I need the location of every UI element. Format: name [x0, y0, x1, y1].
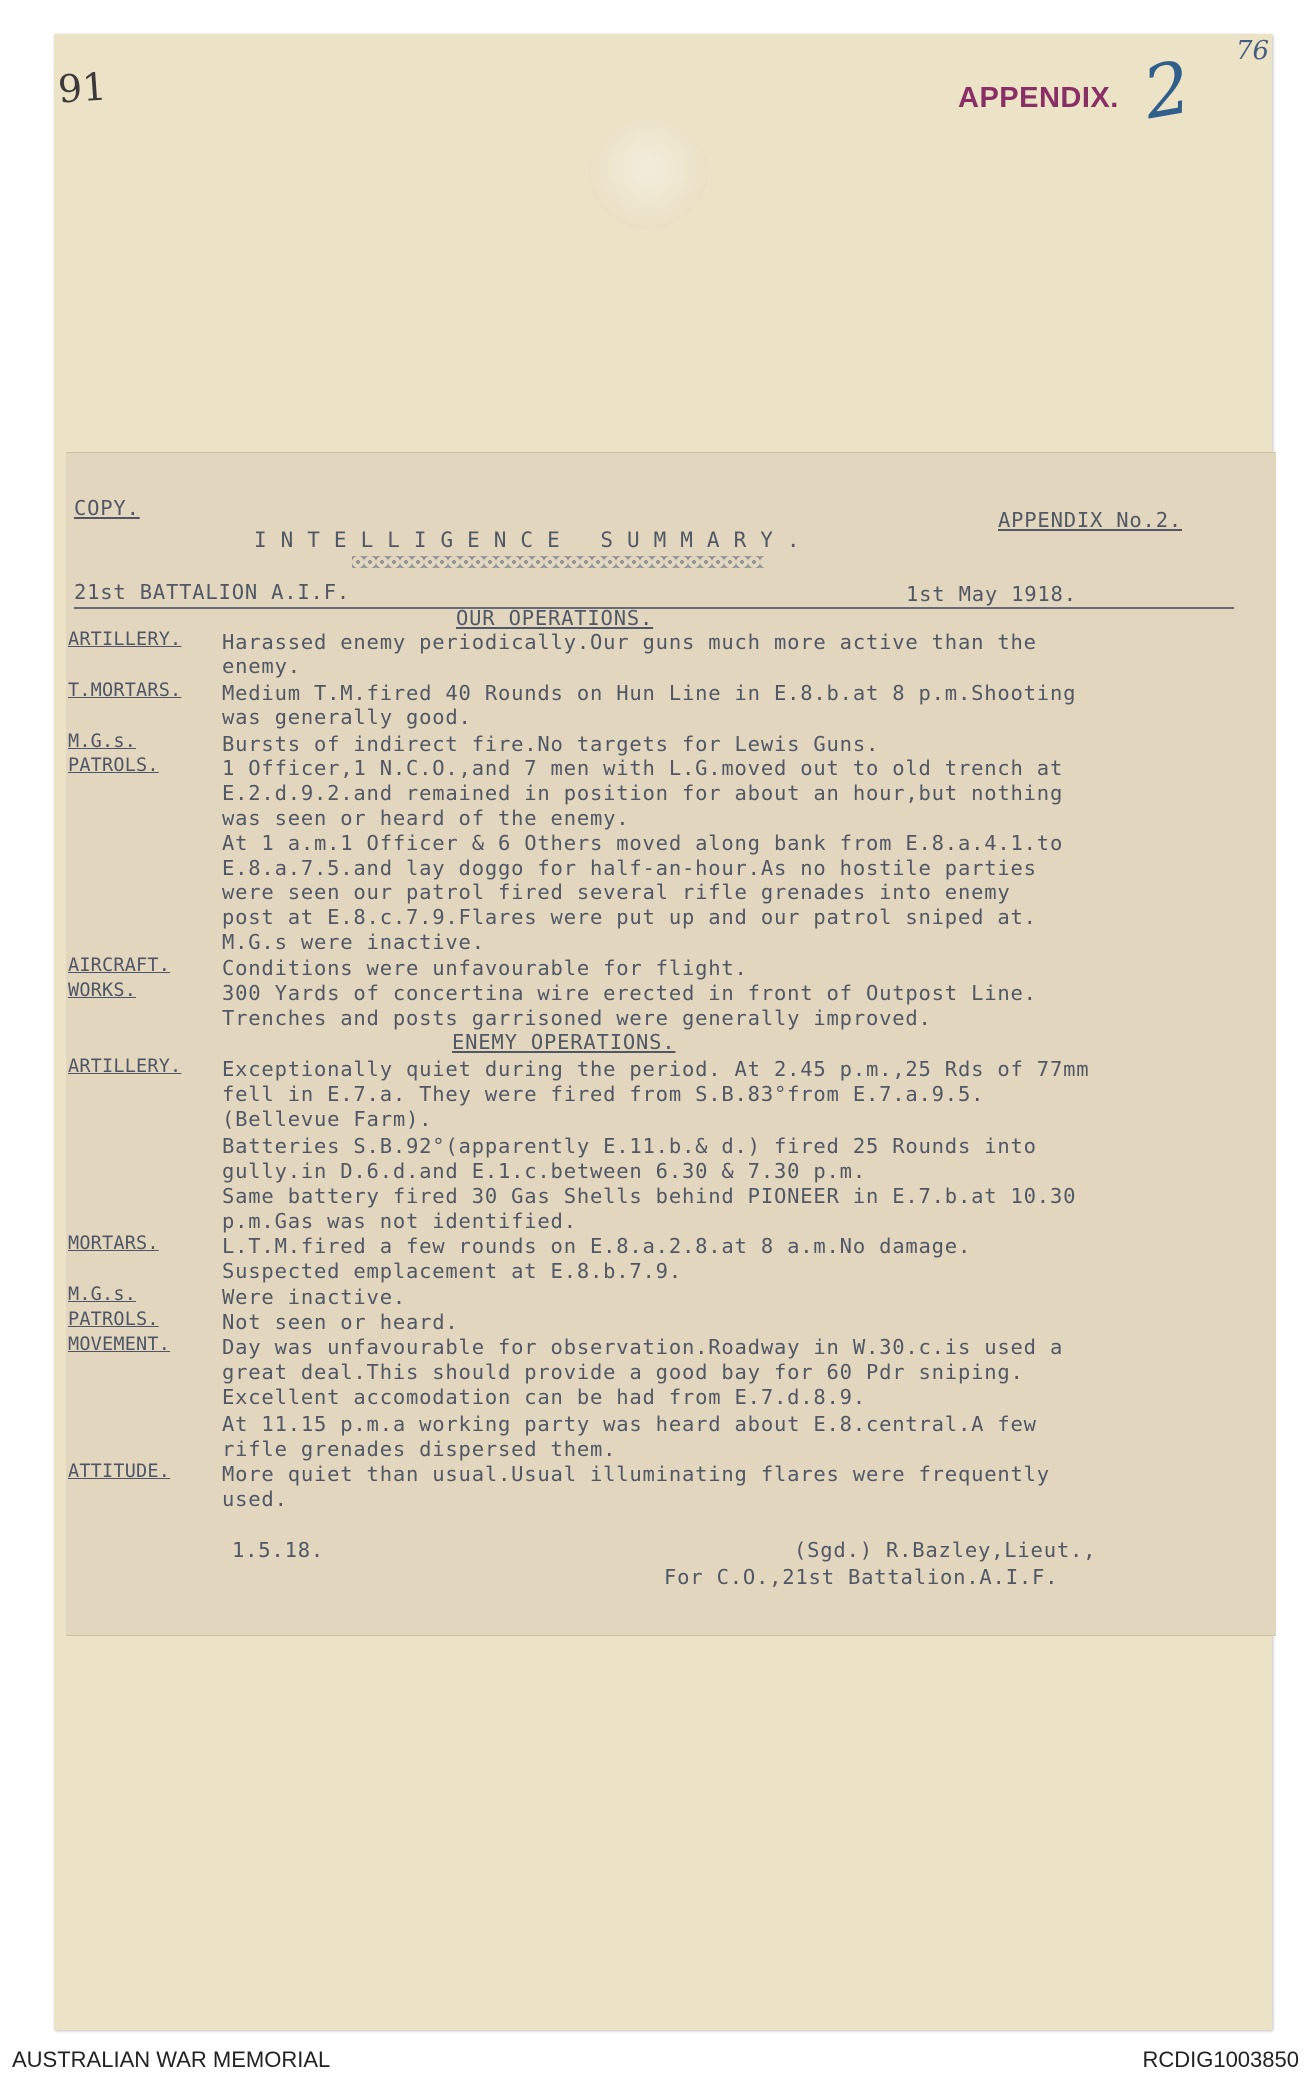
text-line: p.m.Gas was not identified. — [222, 1209, 577, 1233]
appendix-number-handwritten: 2 — [1137, 44, 1197, 136]
text-line: great deal.This should provide a good bay for 60 Pdr sniping. — [222, 1360, 1024, 1384]
text-line: enemy. — [222, 654, 301, 678]
text-line: was generally good. — [222, 705, 472, 729]
text-line: 300 Yards of concertina wire erected in front of Outpost Line. — [222, 981, 1037, 1005]
text-line: post at E.8.c.7.9.Flares were put up and our patrol sniped at. — [222, 905, 1037, 929]
text-line: gully.in D.6.d.and E.1.c.between 6.30 & 7.30 p.m. — [222, 1159, 866, 1183]
embossed-seal — [588, 118, 708, 230]
page-number-handwritten: 76 — [1236, 36, 1270, 66]
header-rule — [74, 607, 1234, 609]
text-line: Batteries S.B.92°(apparently E.11.b.& d.) fired 25 Rounds into — [222, 1134, 1037, 1158]
enemy-operations-heading: ENEMY OPERATIONS. — [452, 1030, 676, 1054]
signature-line: (Sgd.) R.Bazley,Lieut., — [794, 1538, 1097, 1562]
report-date: 1st May 1918. — [906, 582, 1077, 606]
text-line: were seen our patrol fired several rifle grenades into enemy — [222, 880, 1011, 904]
text-line: Harassed enemy periodically.Our guns much more active than the — [222, 630, 1037, 654]
text-line: Excellent accomodation can be had from E.7.d.8.9. — [222, 1385, 866, 1409]
text-line: Suspected emplacement at E.8.b.7.9. — [222, 1259, 682, 1283]
text-line: Day was unfavourable for observation.Roadway in W.30.c.is used a — [222, 1335, 1064, 1359]
section-label: AIRCRAFT. — [68, 955, 171, 976]
our-operations-heading: OUR OPERATIONS. — [456, 606, 654, 630]
text-line: rifle grenades dispersed them. — [222, 1437, 617, 1461]
text-line: M.G.s were inactive. — [222, 930, 485, 954]
section-label: PATROLS. — [68, 755, 159, 776]
section-label: MORTARS. — [68, 1233, 159, 1254]
folio-number: 91 — [56, 64, 108, 112]
text-line: fell in E.7.a. They were fired from S.B.83°from E.7.a.9.5. — [222, 1082, 985, 1106]
section-label: WORKS. — [68, 980, 137, 1001]
text-line: Not seen or heard. — [222, 1310, 459, 1334]
section-label: ARTILLERY. — [68, 629, 182, 650]
copy-label: COPY. — [74, 496, 140, 520]
text-line: Bursts of indirect fire.No targets for Lewis Guns. — [222, 732, 880, 756]
section-label: M.G.s. — [68, 1284, 137, 1305]
text-line: Trenches and posts garrisoned were generally improved. — [222, 1006, 932, 1030]
text-line: (Bellevue Farm). — [222, 1107, 433, 1131]
text-line: Were inactive. — [222, 1285, 406, 1309]
section-label: MOVEMENT. — [68, 1334, 171, 1355]
text-line: At 11.15 p.m.a working party was heard about E.8.central.A few — [222, 1412, 1037, 1436]
text-line: 1 Officer,1 N.C.O.,and 7 men with L.G.moved out to old trench at — [222, 756, 1064, 780]
text-line: L.T.M.fired a few rounds on E.8.a.2.8.at 8 a.m.No damage. — [222, 1234, 972, 1258]
section-label: ATTITUDE. — [68, 1461, 171, 1482]
text-line: Same battery fired 30 Gas Shells behind PIONEER in E.7.b.at 10.30 — [222, 1184, 1077, 1208]
footer-record-id: RCDIG1003850 — [1142, 2047, 1299, 2072]
text-line: was seen or heard of the enemy. — [222, 806, 630, 830]
section-label: PATROLS. — [68, 1309, 159, 1330]
appendix-reference: APPENDIX No.2. — [998, 508, 1182, 532]
text-line: E.2.d.9.2.and remained in position for about an hour,but nothing — [222, 781, 1064, 805]
title-underline-ornament — [352, 556, 764, 568]
text-line: used. — [222, 1487, 288, 1511]
section-label: ARTILLERY. — [68, 1056, 182, 1077]
text-line: At 1 a.m.1 Officer & 6 Others moved along bank from E.8.a.4.1.to — [222, 831, 1064, 855]
text-line: Conditions were unfavourable for flight. — [222, 956, 748, 980]
section-label: M.G.s. — [68, 731, 137, 752]
text-line: Medium T.M.fired 40 Rounds on Hun Line in E.8.b.at 8 p.m.Shooting — [222, 681, 1077, 705]
appendix-stamp: APPENDIX. — [958, 82, 1119, 114]
battalion-name: 21st BATTALION A.I.F. — [74, 580, 350, 604]
document-title: INTELLIGENCE SUMMARY. — [254, 528, 814, 552]
footer-institution: AUSTRALIAN WAR MEMORIAL — [12, 2047, 331, 2072]
text-line: Exceptionally quiet during the period. At 2.45 p.m.,25 Rds of 77mm — [222, 1057, 1090, 1081]
section-label: T.MORTARS. — [68, 680, 182, 701]
text-line: E.8.a.7.5.and lay doggo for half-an-hour.As no hostile parties — [222, 856, 1037, 880]
text-line: More quiet than usual.Usual illuminating flares were frequently — [222, 1462, 1050, 1486]
signature-for-line: For C.O.,21st Battalion.A.I.F. — [664, 1565, 1059, 1589]
signature-date: 1.5.18. — [232, 1538, 324, 1562]
